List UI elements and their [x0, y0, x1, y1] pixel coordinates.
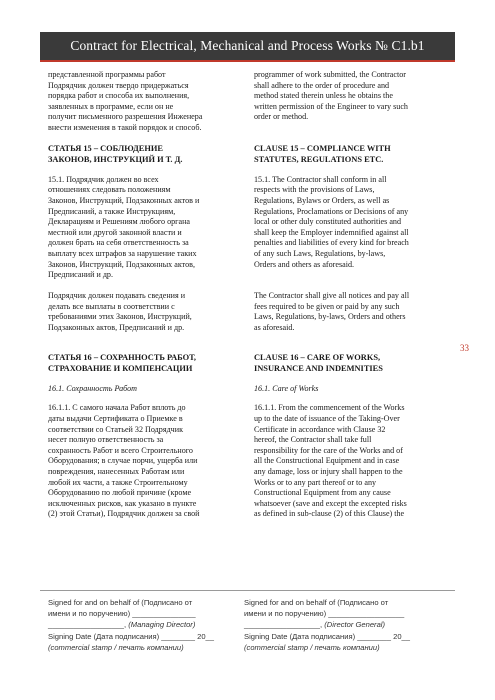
- en-clause15-heading: [254, 144, 450, 166]
- text-line: Законов, Инструкций, Подзаконных актов и: [48, 195, 200, 205]
- heading-line: STATUTES, REGULATIONS ETC.: [254, 154, 384, 164]
- text-line: written permission of the Engineer to vary such: [254, 101, 408, 111]
- text-line: Подзаконных актов, Предписаний и др.: [48, 323, 185, 333]
- text-line: внести изменения в такой порядок и способ.: [48, 122, 202, 132]
- english-column: [254, 70, 450, 520]
- en-clause16-1-1-paragraph: [254, 403, 450, 520]
- text-line: (2) этой Статьи), Подрядчик должен за свой: [48, 509, 200, 519]
- text-line: hereof, the Contractor shall take full: [254, 435, 372, 445]
- signature-block-left: [48, 597, 248, 653]
- ru-intro-paragraph: [48, 70, 250, 134]
- text-line: сохранность Работ и всего Строительного: [48, 445, 193, 455]
- signature-blank: __________________,: [48, 620, 129, 630]
- page-top-margin: [0, 0, 495, 32]
- text-line: местной или другой законной власти и: [48, 227, 182, 237]
- text-line: 15.1. Подрядчик должен во всех: [48, 174, 159, 184]
- signature-line: Signed for and on behalf of (Подписано от: [48, 598, 193, 607]
- text-line: fees required to be given or paid by any such: [254, 301, 400, 311]
- text-line: any damage, loss or injury shall happen to the: [254, 467, 403, 476]
- text-line: respects with the provisions of Laws,: [254, 185, 375, 195]
- signature-line: Signed for and on behalf of (Подписано от: [244, 598, 389, 607]
- signature-line: имени и по поручению) __________________: [244, 609, 405, 619]
- text-line: повреждения, нанесенных Работам или: [48, 467, 185, 476]
- text-line: делать все выплаты в соответствии с: [48, 301, 175, 311]
- text-line: Orders and others as aforesaid.: [254, 259, 355, 269]
- text-line: whatsoever (save and except the excepted risks: [254, 498, 407, 508]
- header-accent-line: [40, 60, 455, 62]
- commercial-stamp-line: (commercial stamp / печать компании): [244, 642, 380, 652]
- ru-clause16-1-subheading: 16.1. Сохранность Работ: [48, 383, 137, 393]
- page-number: 33: [460, 343, 469, 353]
- heading-line: ЗАКОНОВ, ИНСТРУКЦИЙ И Т. Д.: [48, 154, 183, 164]
- text-line: shall keep the Employer indemnified against all: [254, 227, 409, 237]
- commercial-stamp-line: (commercial stamp / печать компании): [48, 642, 184, 652]
- text-line: Constructional Equipment from any cause: [254, 488, 391, 498]
- text-line: 16.1.1. С самого начала Работ вплоть до: [48, 403, 186, 413]
- en-clause15-notices-paragraph: [254, 291, 450, 333]
- text-line: должен брать на себя ответственность за: [48, 238, 189, 248]
- text-line: Подрядчик должен твердо придержаться: [48, 80, 189, 90]
- signature-block-right: [244, 597, 454, 653]
- heading-line: СТРАХОВАНИЕ И КОМПЕНСАЦИИ: [48, 364, 193, 374]
- text-line: as aforesaid.: [254, 323, 295, 333]
- text-line: Works or to any part thereof or to any: [254, 477, 377, 487]
- text-line: order or method.: [254, 112, 309, 122]
- signature-blank: __________________,: [244, 620, 325, 630]
- text-line: отношениях следовать положениям: [48, 185, 171, 195]
- signature-role-line: [244, 619, 454, 630]
- text-line: up to the date of issuance of the Taking-Over: [254, 414, 400, 424]
- text-line: Предписаний, а также Инструкциям,: [48, 206, 176, 216]
- signature-separator: [40, 590, 455, 591]
- heading-line: CLAUSE 15 – COMPLIANCE WITH: [254, 144, 391, 154]
- text-line: Regulations, Bylaws or Orders, as well as: [254, 195, 390, 205]
- text-line: 16.1.1. From the commencement of the Works: [254, 403, 405, 413]
- text-line: of any such Laws, Regulations, by-laws,: [254, 248, 386, 258]
- text-line: Laws, Regulations, by-laws, Orders and others: [254, 312, 406, 322]
- document-header: [40, 32, 455, 60]
- text-line: Декларациям и Решениям любого органа: [48, 217, 191, 227]
- text-line: 15.1. The Contractor shall conform in all: [254, 174, 387, 184]
- signing-date-line: Signing Date (Дата подписания) ________ 20__: [48, 631, 214, 641]
- heading-line: INSURANCE AND INDEMNITIES: [254, 364, 383, 374]
- ru-clause16-heading: [48, 353, 250, 375]
- russian-column: [48, 70, 250, 520]
- ru-clause15-heading: [48, 144, 250, 166]
- text-line: представленной программы работ: [48, 70, 166, 79]
- ru-clause16-1-1-paragraph: [48, 403, 250, 520]
- en-clause16-heading: [254, 353, 450, 375]
- text-line: Certificate in accordance with Clause 32: [254, 424, 386, 434]
- text-line: as defined in sub-clause (2) of this Clause) the: [254, 509, 405, 519]
- text-line: Законов, Инструкций, Подзаконных актов,: [48, 259, 195, 269]
- text-line: Оборудования; в случае порчи, ущерба или: [48, 456, 198, 466]
- text-line: даты выдачи Сертификата о Приемке в: [48, 414, 183, 424]
- signing-date-line: Signing Date (Дата подписания) ________ 20__: [244, 631, 410, 641]
- text-line: исключенных рисков, как указано в пункте: [48, 498, 197, 508]
- text-line: shall adhere to the order of procedure and: [254, 80, 390, 90]
- text-line: The Contractor shall give all notices and pay all: [254, 291, 410, 301]
- text-line: несет полную ответственность за: [48, 435, 164, 445]
- en-intro-paragraph: [254, 70, 450, 123]
- signature-line: имени и по поручению) _______________: [48, 609, 196, 619]
- heading-line: СТАТЬЯ 16 – СОХРАННОСТЬ РАБОТ,: [48, 353, 196, 363]
- signature-role: (Managing Director): [128, 620, 196, 630]
- text-line: penalties and liabilities of every kind for breach: [254, 238, 409, 248]
- en-clause16-1-subheading: 16.1. Care of Works: [254, 383, 319, 393]
- text-line: любой их части, а также Строительному: [48, 477, 188, 487]
- ru-clause15-notices-paragraph: [48, 291, 250, 333]
- text-line: Предписаний и др.: [48, 270, 114, 280]
- text-line: Подрядчик должен подавать сведения и: [48, 291, 186, 301]
- document-title: Contract for Electrical, Mechanical and Process Works № C1.b1: [70, 38, 425, 53]
- text-line: заявленных в программе, если он не: [48, 101, 174, 111]
- text-line: выплату всех штрафов за нарушение таких: [48, 248, 197, 258]
- text-line: programmer of work submitted, the Contractor: [254, 70, 406, 79]
- text-line: получит письменного разрешения Инженера: [48, 112, 203, 122]
- heading-line: CLAUSE 16 – CARE OF WORKS,: [254, 353, 381, 363]
- text-line: all the Constructional Equipment and in case: [254, 456, 400, 466]
- text-line: соответствии со Статьей 32 Подрядчик: [48, 424, 184, 434]
- text-line: Regulations, Proclamations or Decisions of any: [254, 206, 409, 216]
- text-line: Оборудованию по любой причине (кроме: [48, 488, 192, 498]
- en-clause15-1-paragraph: [254, 175, 450, 270]
- text-line: требованиями этих Законов, Инструкций,: [48, 312, 192, 322]
- text-line: порядка работ и способа их выполнения,: [48, 91, 190, 101]
- ru-clause15-1-paragraph: [48, 175, 250, 281]
- text-line: local or other duly constituted authorities and: [254, 217, 401, 227]
- text-line: method stated therein unless he obtains the: [254, 91, 393, 101]
- signature-role-line: [48, 619, 248, 630]
- text-line: responsibility for the care of the Works and of: [254, 445, 403, 455]
- signature-role: (Director General): [324, 620, 386, 630]
- heading-line: СТАТЬЯ 15 – СОБЛЮДЕНИЕ: [48, 144, 163, 154]
